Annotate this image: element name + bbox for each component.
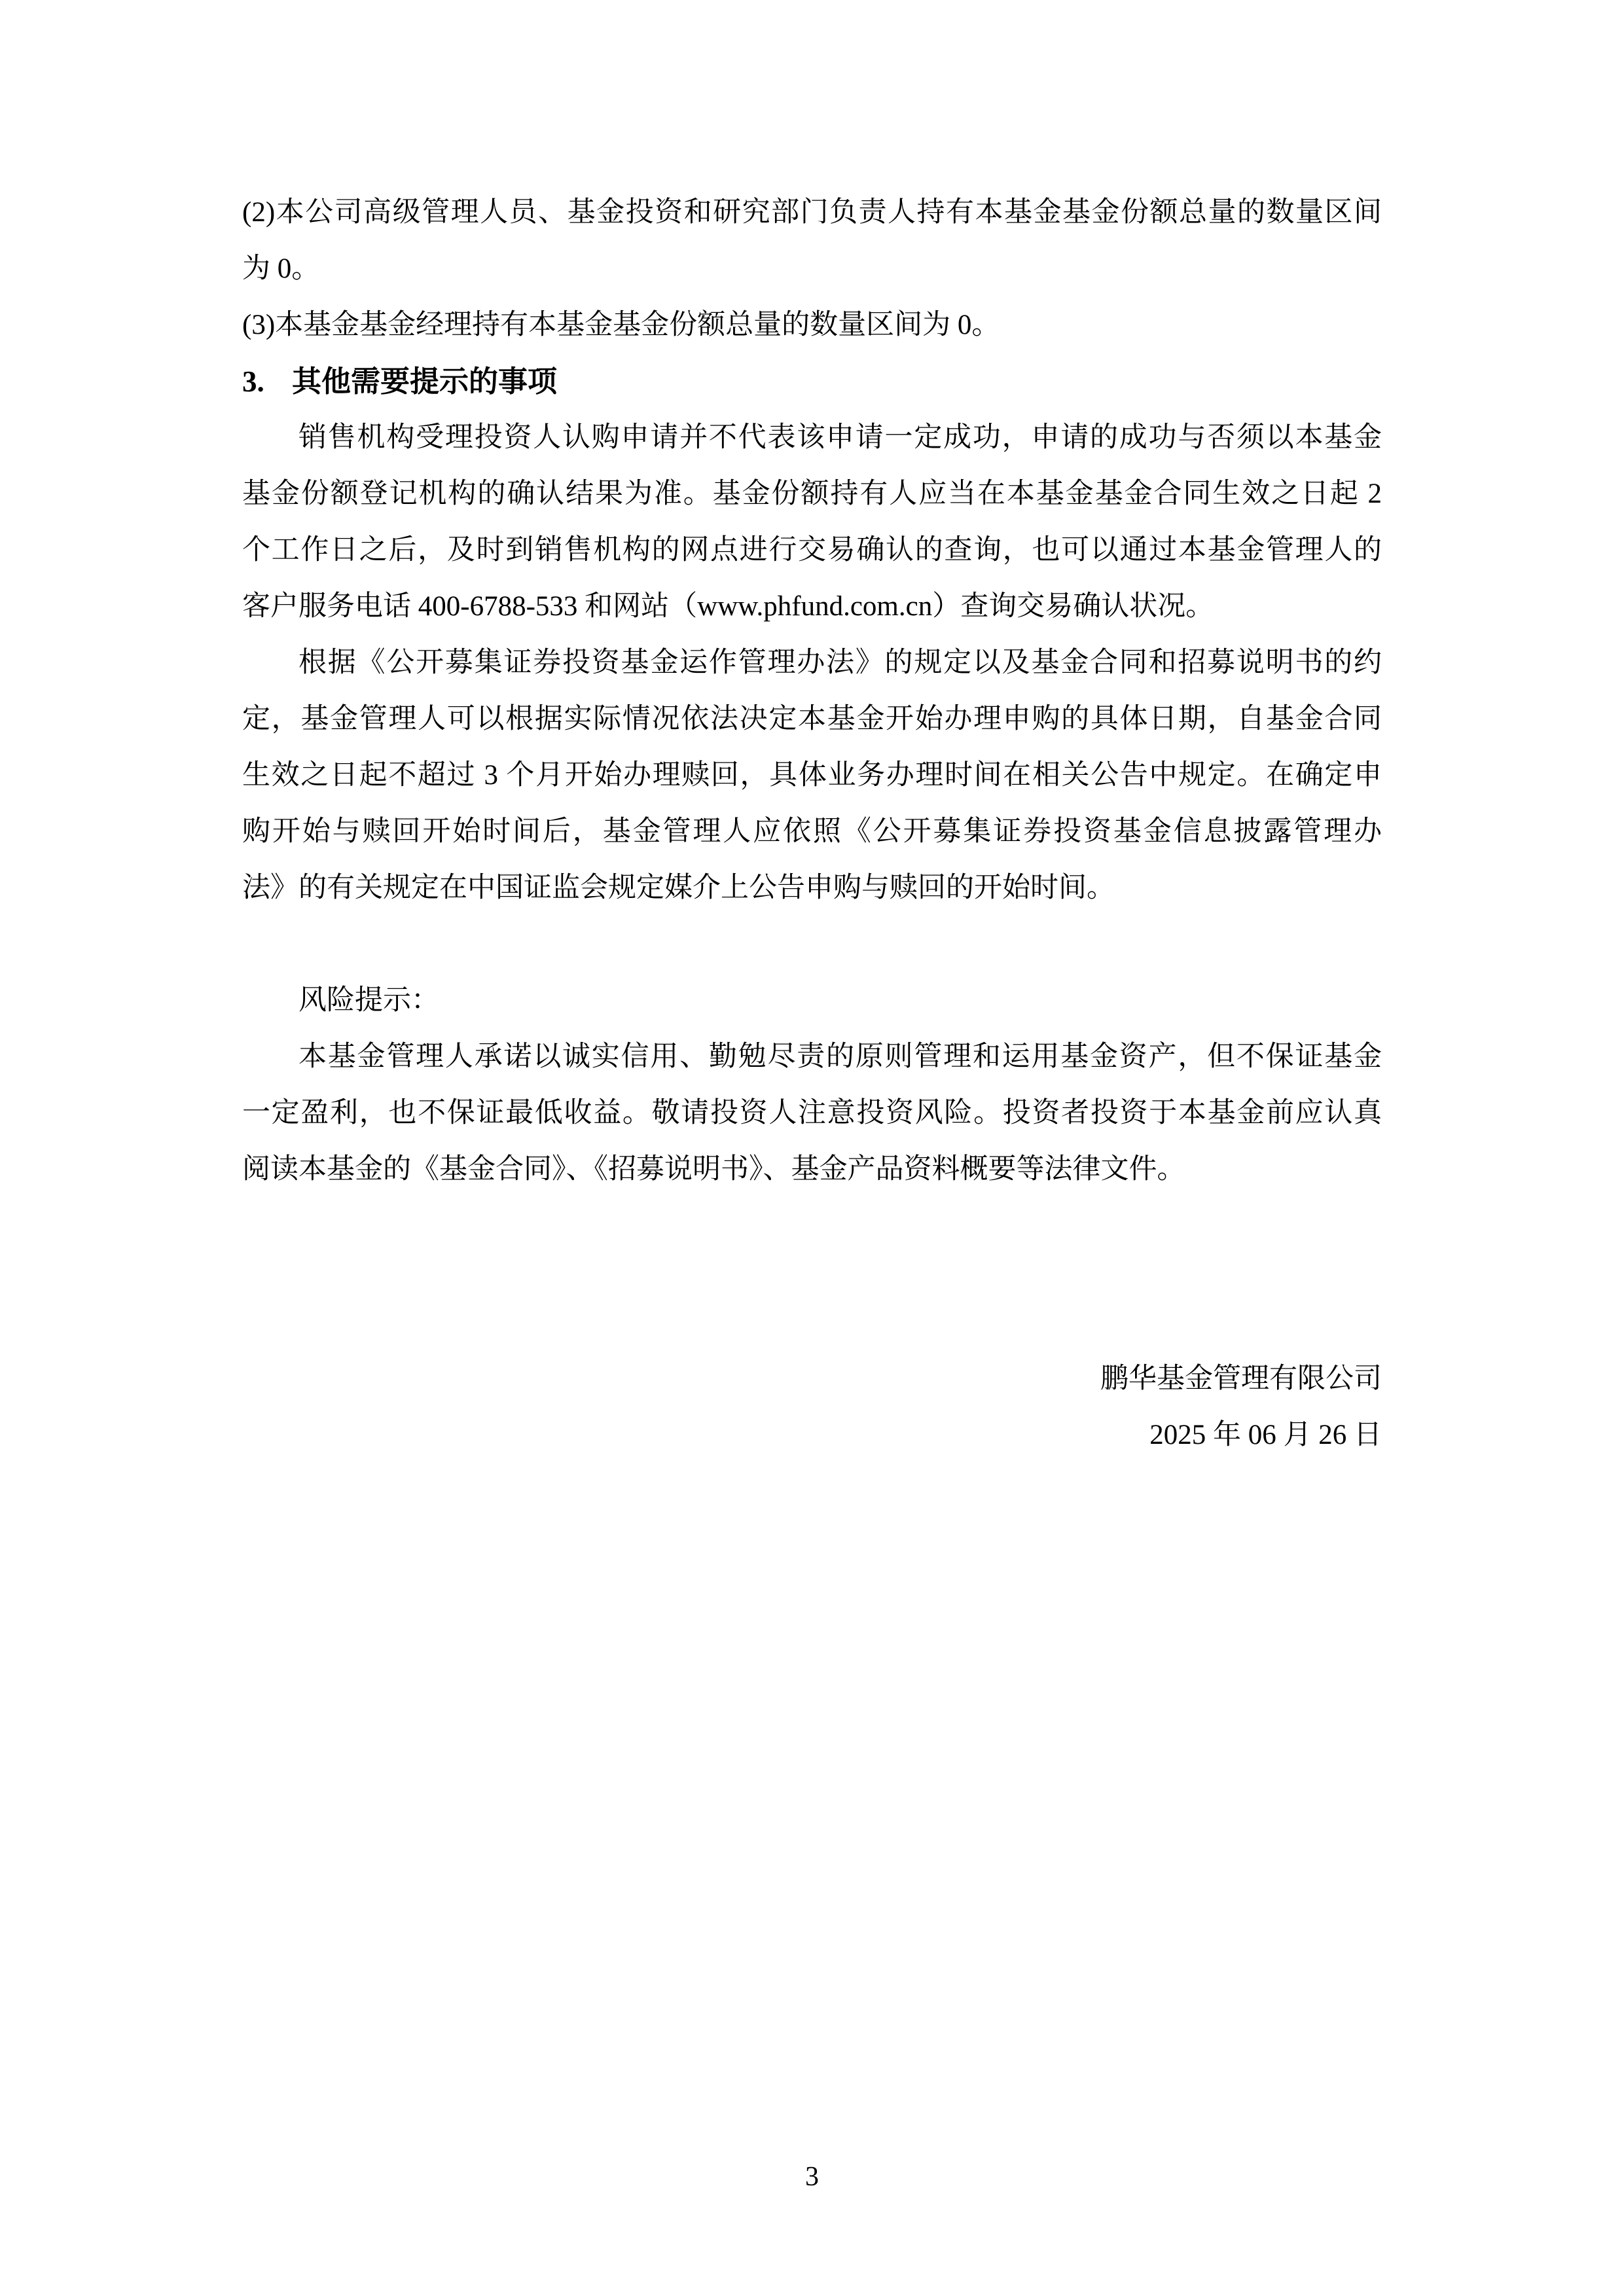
- confirm-paragraph-line-end: 客户服务电话 400-6788-533 和网站（www.phfund.com.cn）查询交易确认状况。: [242, 591, 1214, 622]
- page-number: 3: [805, 2162, 819, 2192]
- confirm-paragraph-line: 个工作日之后，及时到销售机构的网点进行交易确认的查询，也可以通过本基金管理人的: [242, 535, 1382, 565]
- risk-paragraph-line: 一定盈利，也不保证最低收益。敬请投资人注意投资风险。投资者投资于本基金前应认真: [242, 1098, 1382, 1128]
- holdings-fund-manager-line: (3)本基金基金经理持有本基金基金份额总量的数量区间为 0。: [242, 310, 1000, 340]
- holdings-senior-managers-line: (2)本公司高级管理人员、基金投资和研究部门负责人持有本基金基金份额总量的数量区间: [242, 197, 1382, 228]
- signature-company: 鹏华基金管理有限公司: [1100, 1363, 1382, 1394]
- signature-date: 2025 年 06 月 26 日: [1149, 1420, 1382, 1450]
- procedure-paragraph-line: 购开始与赎回开始时间后，基金管理人应依照《公开募集证券投资基金信息披露管理办: [242, 816, 1382, 847]
- section-title: 其他需要提示的事项: [292, 365, 558, 398]
- procedure-paragraph-line: 生效之日起不超过 3 个月开始办理赎回，具体业务办理时间在相关公告中规定。在确定申: [242, 760, 1382, 791]
- confirm-paragraph-line: 销售机构受理投资人认购申请并不代表该申请一定成功，申请的成功与否须以本基金: [298, 422, 1382, 453]
- procedure-paragraph-line: 定，基金管理人可以根据实际情况依法决定本基金开始办理申购的具体日期，自基金合同: [242, 704, 1382, 734]
- section-heading: [242, 353, 1382, 410]
- risk-notice-title: 风险提示：: [298, 985, 439, 1016]
- risk-paragraph-line: 本基金管理人承诺以诚实信用、勤勉尽责的原则管理和运用基金资产，但不保证基金: [298, 1041, 1382, 1072]
- signature-gap: [242, 1198, 1382, 1351]
- procedure-paragraph-line: 根据《公开募集证券投资基金运作管理办法》的规定以及基金合同和招募说明书的约: [298, 647, 1382, 678]
- risk-paragraph-line-end: 阅读本基金的《基金合同》、《招募说明书》、基金产品资料概要等法律文件。: [242, 1154, 1185, 1185]
- procedure-paragraph-line-end: 法》的有关规定在中国证监会规定媒介上公告申购与赎回的开始时间。: [242, 872, 1115, 903]
- document-body: [242, 185, 1382, 1463]
- confirm-paragraph-line: 基金份额登记机构的确认结果为准。基金份额持有人应当在本基金基金合同生效之日起 2: [242, 478, 1382, 509]
- holdings-senior-managers-line-end: 为 0。: [242, 253, 320, 284]
- blank-line: [242, 916, 1382, 973]
- page-footer: [0, 2157, 1624, 2197]
- section-number: 3.: [242, 365, 264, 398]
